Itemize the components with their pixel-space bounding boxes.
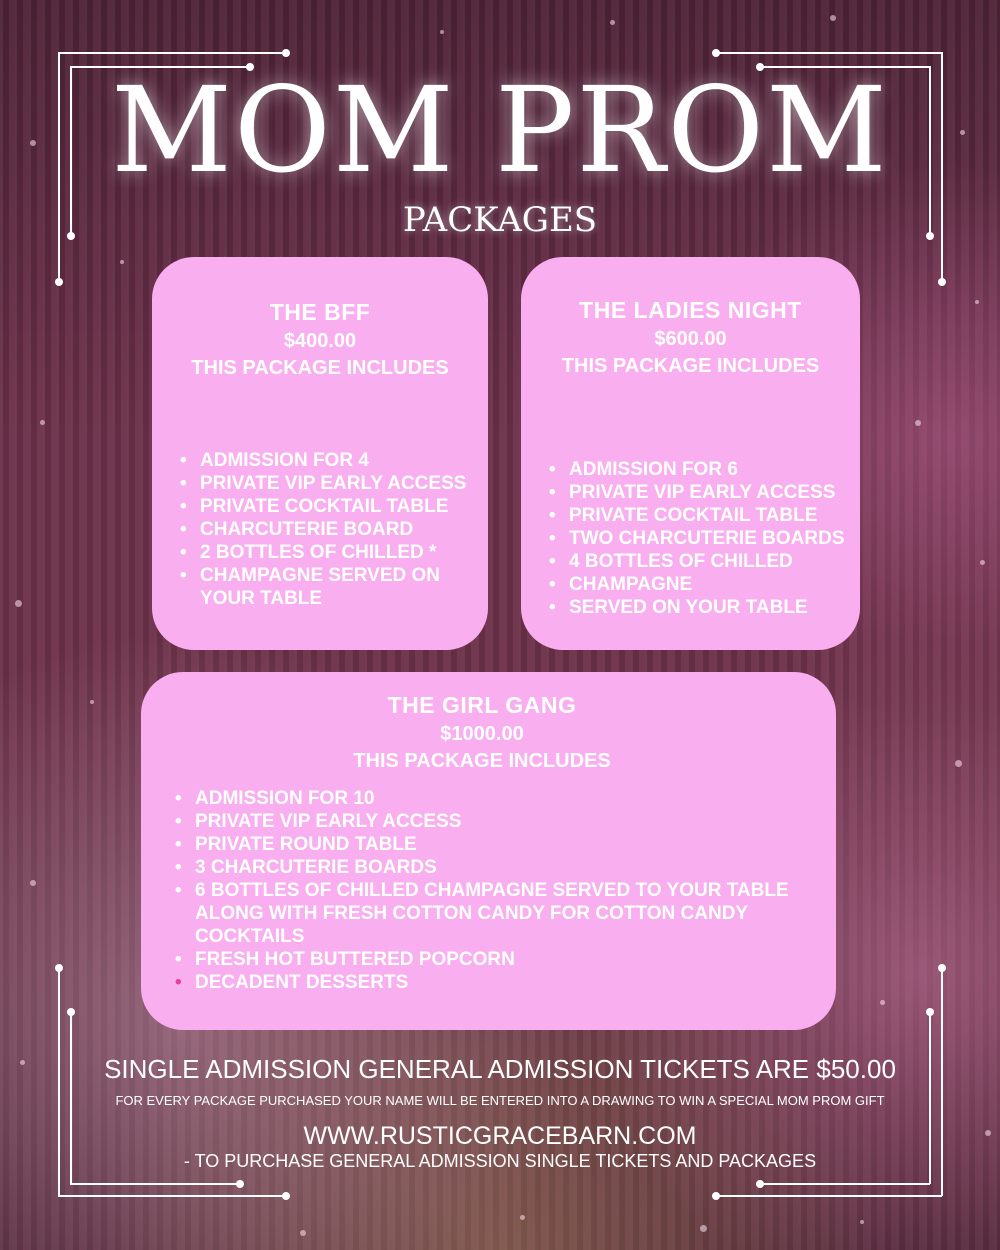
package-item <box>173 810 807 833</box>
bullet-dot-icon: • <box>180 473 187 494</box>
bullet-dot-icon: • <box>175 857 182 878</box>
bullet-dot-icon: • <box>549 528 556 549</box>
package-item-text: TWO CHARCUTERIE BOARDS <box>569 528 845 549</box>
package-item <box>547 504 852 527</box>
purchase-note: - TO PURCHASE GENERAL ADMISSION SINGLE TICKETS AND PACKAGES <box>183 1151 817 1171</box>
package-card-girl-gang <box>141 672 836 1030</box>
package-item-text: PRIVATE VIP EARLY ACCESS <box>200 473 467 494</box>
package-item <box>547 527 852 550</box>
bullet-dot-icon: • <box>175 949 182 970</box>
package-price: $400.00 <box>283 330 357 352</box>
package-item <box>547 550 852 573</box>
package-name: THE GIRL GANG <box>387 692 577 718</box>
package-item-text: ADMISSION FOR 4 <box>200 450 369 471</box>
bullet-dot-icon: • <box>549 597 556 618</box>
bullet-dot-icon: • <box>180 450 187 471</box>
poster-subtitle: PACKAGES <box>402 200 598 240</box>
bullet-dot-icon: • <box>175 834 182 855</box>
poster-title: MOM PROM <box>111 61 889 199</box>
package-item-text: PRIVATE ROUND TABLE <box>195 834 417 855</box>
package-item-text: DECADENT DESSERTS <box>195 972 409 993</box>
package-item <box>178 449 478 472</box>
package-item-text: FRESH HOT BUTTERED POPCORN <box>195 949 515 970</box>
package-item-text: ADMISSION FOR 6 <box>569 459 738 480</box>
package-includes-label: THIS PACKAGE INCLUDES <box>353 750 611 772</box>
bullet-dot-icon: • <box>180 496 187 517</box>
bullet-dot-icon: • <box>175 880 182 901</box>
package-items <box>547 458 852 619</box>
package-includes-label: THIS PACKAGE INCLUDES <box>561 355 820 377</box>
bullet-dot-icon: • <box>549 482 556 503</box>
package-item-text: 3 CHARCUTERIE BOARDS <box>195 857 437 878</box>
package-item-text: PRIVATE VIP EARLY ACCESS <box>195 811 462 832</box>
bullet-dot-icon: • <box>549 551 556 572</box>
website-link[interactable]: WWW.RUSTICGRACEBARN.COM <box>303 1122 697 1150</box>
package-item-text: CHAMPAGNE <box>569 574 693 595</box>
package-items <box>178 449 478 610</box>
drawing-note: FOR EVERY PACKAGE PURCHASED YOUR NAME WILL BE ENTERED INTO A DRAWING TO WIN A SPECIAL MOM PROM GIFT <box>115 1093 885 1108</box>
package-item <box>173 948 807 971</box>
package-item <box>173 833 807 856</box>
package-includes-label: THIS PACKAGE INCLUDES <box>191 357 449 379</box>
package-item-text: PRIVATE COCKTAIL TABLE <box>200 496 449 517</box>
package-item <box>173 879 807 948</box>
package-item-text: 6 BOTTLES OF CHILLED CHAMPAGNE SERVED TO YOUR TABLE ALONG WITH FRESH COTTON CANDY FOR COTTON CANDY COCKTAILS <box>195 880 789 947</box>
general-admission-text: SINGLE ADMISSION GENERAL ADMISSION TICKETS ARE $50.00 <box>104 1054 896 1084</box>
bullet-dot-icon: • <box>549 505 556 526</box>
bullet-dot-icon: • <box>180 519 187 540</box>
package-item <box>178 495 478 518</box>
bullet-dot-icon: • <box>549 459 556 480</box>
package-item-text: 2 BOTTLES OF CHILLED * <box>200 542 437 563</box>
package-item <box>547 596 852 619</box>
package-name: THE LADIES NIGHT <box>579 297 802 323</box>
bullet-dot-icon: • <box>180 542 187 563</box>
package-item-text: SERVED ON YOUR TABLE <box>569 597 808 618</box>
package-item <box>173 856 807 879</box>
package-item-text: PRIVATE VIP EARLY ACCESS <box>569 482 836 503</box>
package-item <box>178 564 478 610</box>
package-items <box>173 787 807 994</box>
package-item-text: ADMISSION FOR 10 <box>195 788 375 809</box>
package-item <box>178 518 478 541</box>
package-item <box>173 787 807 810</box>
package-item-text: PRIVATE COCKTAIL TABLE <box>569 505 818 526</box>
package-name: THE BFF <box>269 299 371 325</box>
bullet-dot-icon: • <box>175 788 182 809</box>
package-card-bff <box>152 257 488 650</box>
package-item <box>547 481 852 504</box>
package-price: $1000.00 <box>440 723 524 745</box>
bullet-dot-icon: • <box>549 574 556 595</box>
bullet-dot-icon: • <box>175 811 182 832</box>
package-item-text: 4 BOTTLES OF CHILLED <box>569 551 793 572</box>
package-item <box>178 472 478 495</box>
package-item-text: CHAMPAGNE SERVED ON YOUR TABLE <box>200 565 440 609</box>
package-card-ladies-night <box>521 257 860 650</box>
package-price: $600.00 <box>654 328 727 350</box>
package-item <box>547 573 852 596</box>
bullet-dot-icon: • <box>180 565 187 586</box>
package-item <box>178 541 478 564</box>
package-item <box>173 971 807 994</box>
bullet-dot-icon: • <box>175 972 182 993</box>
package-item <box>547 458 852 481</box>
package-item-text: CHARCUTERIE BOARD <box>200 519 414 540</box>
